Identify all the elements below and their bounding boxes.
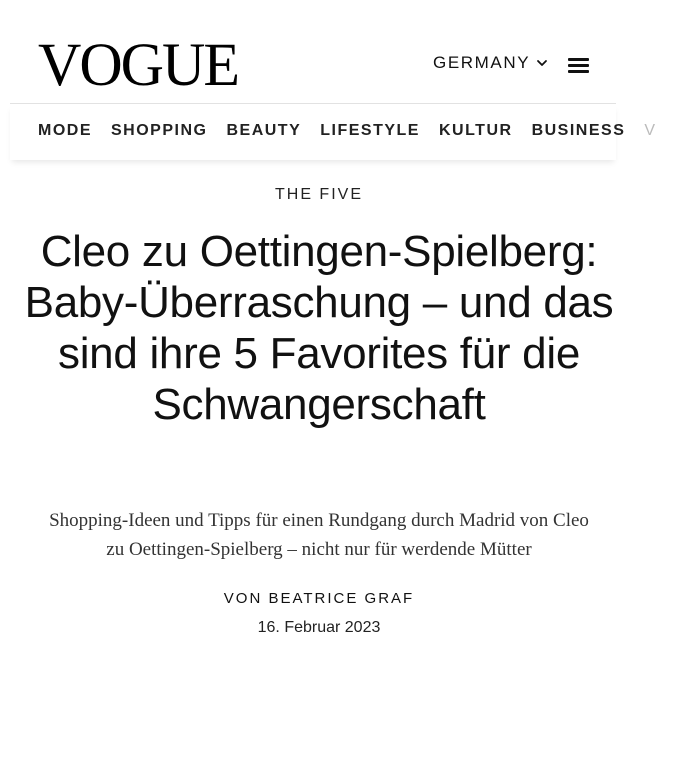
nav-item-beauty[interactable]: BEAUTY [226, 122, 302, 139]
menu-bar [568, 64, 589, 67]
chevron-down-icon [536, 57, 548, 69]
article-dek: Shopping-Ideen und Tipps für einen Rundgang durch Madrid von Cleo zu Oettingen-Spielberg – nicht nur für werdende Mütter [49, 510, 589, 560]
nav-item-kultur[interactable]: KULTUR [438, 122, 513, 139]
vogue-logo[interactable]: VOGUE [38, 30, 238, 99]
article-byline[interactable]: VON BEATRICE GRAF [223, 590, 415, 607]
nav-item-lifestyle[interactable]: LIFESTYLE [320, 122, 420, 139]
nav-item-truncated[interactable]: V [644, 122, 657, 139]
article-date: 16. Februar 2023 [257, 619, 381, 636]
main-navigation [10, 104, 657, 160]
nav-items [38, 122, 676, 140]
region-label: GERMANY [433, 53, 531, 72]
hamburger-menu-icon[interactable] [568, 56, 590, 74]
nav-item-shopping[interactable]: SHOPPING [111, 122, 208, 139]
menu-bar [568, 70, 589, 73]
menu-bar [568, 58, 589, 61]
article-kicker[interactable]: THE FIVE [274, 186, 363, 203]
nav-item-mode[interactable]: MODE [38, 122, 92, 139]
site-header [0, 0, 638, 104]
region-selector[interactable] [433, 53, 548, 73]
article-headline: Cleo zu Oettingen-Spielberg: Baby-Überraschung – und das sind ihre 5 Favorites für die Schwangerschaft [24, 227, 614, 429]
nav-item-business[interactable]: BUSINESS [531, 122, 626, 139]
